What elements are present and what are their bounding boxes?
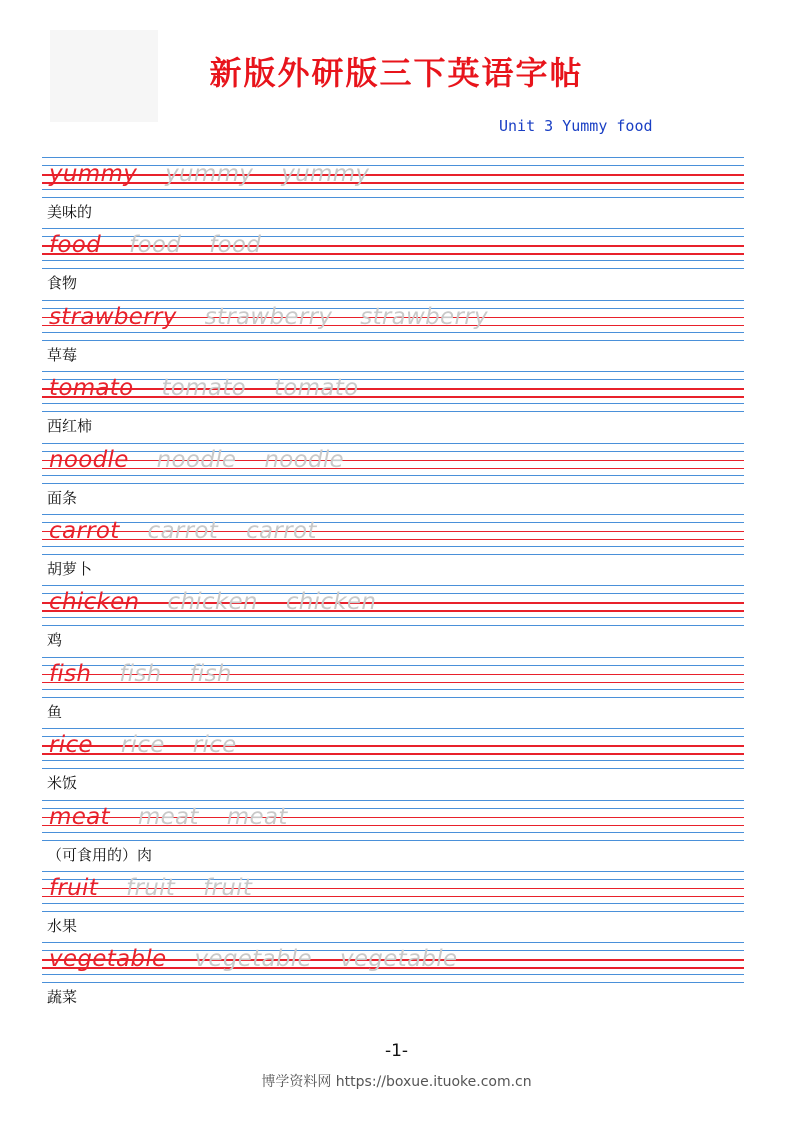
english-word: food [49, 232, 102, 259]
trace-word: noodle [264, 446, 345, 473]
chinese-meaning: 米饭 [47, 774, 78, 793]
chinese-meaning: 西红柿 [47, 417, 93, 436]
word-entry [42, 371, 744, 442]
trace-word: tomato [273, 375, 359, 402]
english-word: vegetable [49, 946, 167, 973]
chinese-meaning: 食物 [47, 274, 78, 293]
word-entry [42, 443, 744, 514]
trace-word: meat [137, 803, 199, 830]
english-word: meat [49, 803, 110, 830]
word-entry [42, 871, 744, 942]
trace-word: noodle [156, 446, 237, 473]
trace-word: carrot [147, 517, 219, 544]
trace-word: strawberry [204, 303, 333, 330]
word-entry [42, 728, 744, 799]
english-word: chicken [49, 589, 140, 616]
trace-word: yummy [165, 161, 254, 187]
trace-word: chicken [285, 589, 377, 616]
trace-word: food [129, 232, 182, 259]
english-word: fish [49, 660, 92, 687]
footer-source: 博学资料网 https://boxue.ituoke.com.cn [261, 1074, 532, 1090]
english-word: tomato [49, 375, 134, 402]
word-entry [42, 157, 744, 228]
chinese-meaning: 面条 [47, 488, 78, 507]
english-word: fruit [49, 874, 99, 901]
english-word: noodle [49, 446, 129, 473]
word-entry [42, 514, 744, 585]
copybook-sheet [42, 157, 744, 1014]
word-entry [42, 800, 744, 871]
page-title: 新版外研版三下英语字帖 [209, 54, 584, 92]
chinese-meaning: 胡萝卜 [47, 559, 93, 578]
chinese-meaning: 鱼 [47, 702, 63, 721]
chinese-meaning: 鸡 [47, 631, 63, 650]
word-entry [42, 942, 744, 1013]
english-word: rice [49, 732, 93, 759]
word-entry [42, 657, 744, 728]
chinese-meaning: 美味的 [47, 203, 93, 221]
word-entry [42, 300, 744, 371]
chinese-meaning: （可食用的）肉 [47, 845, 153, 864]
trace-word: rice [192, 732, 237, 759]
trace-word: tomato [161, 375, 246, 402]
chinese-meaning: 草莓 [47, 345, 78, 364]
trace-word: rice [120, 732, 165, 759]
trace-word: vegetable [339, 946, 458, 973]
trace-word: fruit [203, 874, 253, 901]
trace-word: strawberry [360, 303, 488, 330]
word-entry [42, 228, 744, 299]
trace-word: chicken [167, 589, 258, 616]
trace-word: meat [226, 803, 288, 830]
chinese-meaning: 水果 [47, 916, 78, 935]
english-word: carrot [49, 517, 120, 544]
trace-word: yummy [281, 161, 370, 187]
word-entry [42, 585, 744, 656]
trace-word: fish [119, 660, 162, 687]
english-word: strawberry [49, 303, 177, 330]
chinese-meaning: 蔬菜 [47, 988, 78, 1007]
trace-word: food [209, 232, 262, 259]
trace-word: fruit [126, 874, 176, 901]
unit-subtitle: Unit 3 Yummy food [499, 117, 653, 135]
page-number: -1- [384, 1041, 409, 1061]
trace-word: fish [189, 660, 232, 687]
english-word: yummy [49, 161, 138, 187]
trace-word: vegetable [194, 946, 312, 973]
trace-word: carrot [246, 517, 317, 544]
